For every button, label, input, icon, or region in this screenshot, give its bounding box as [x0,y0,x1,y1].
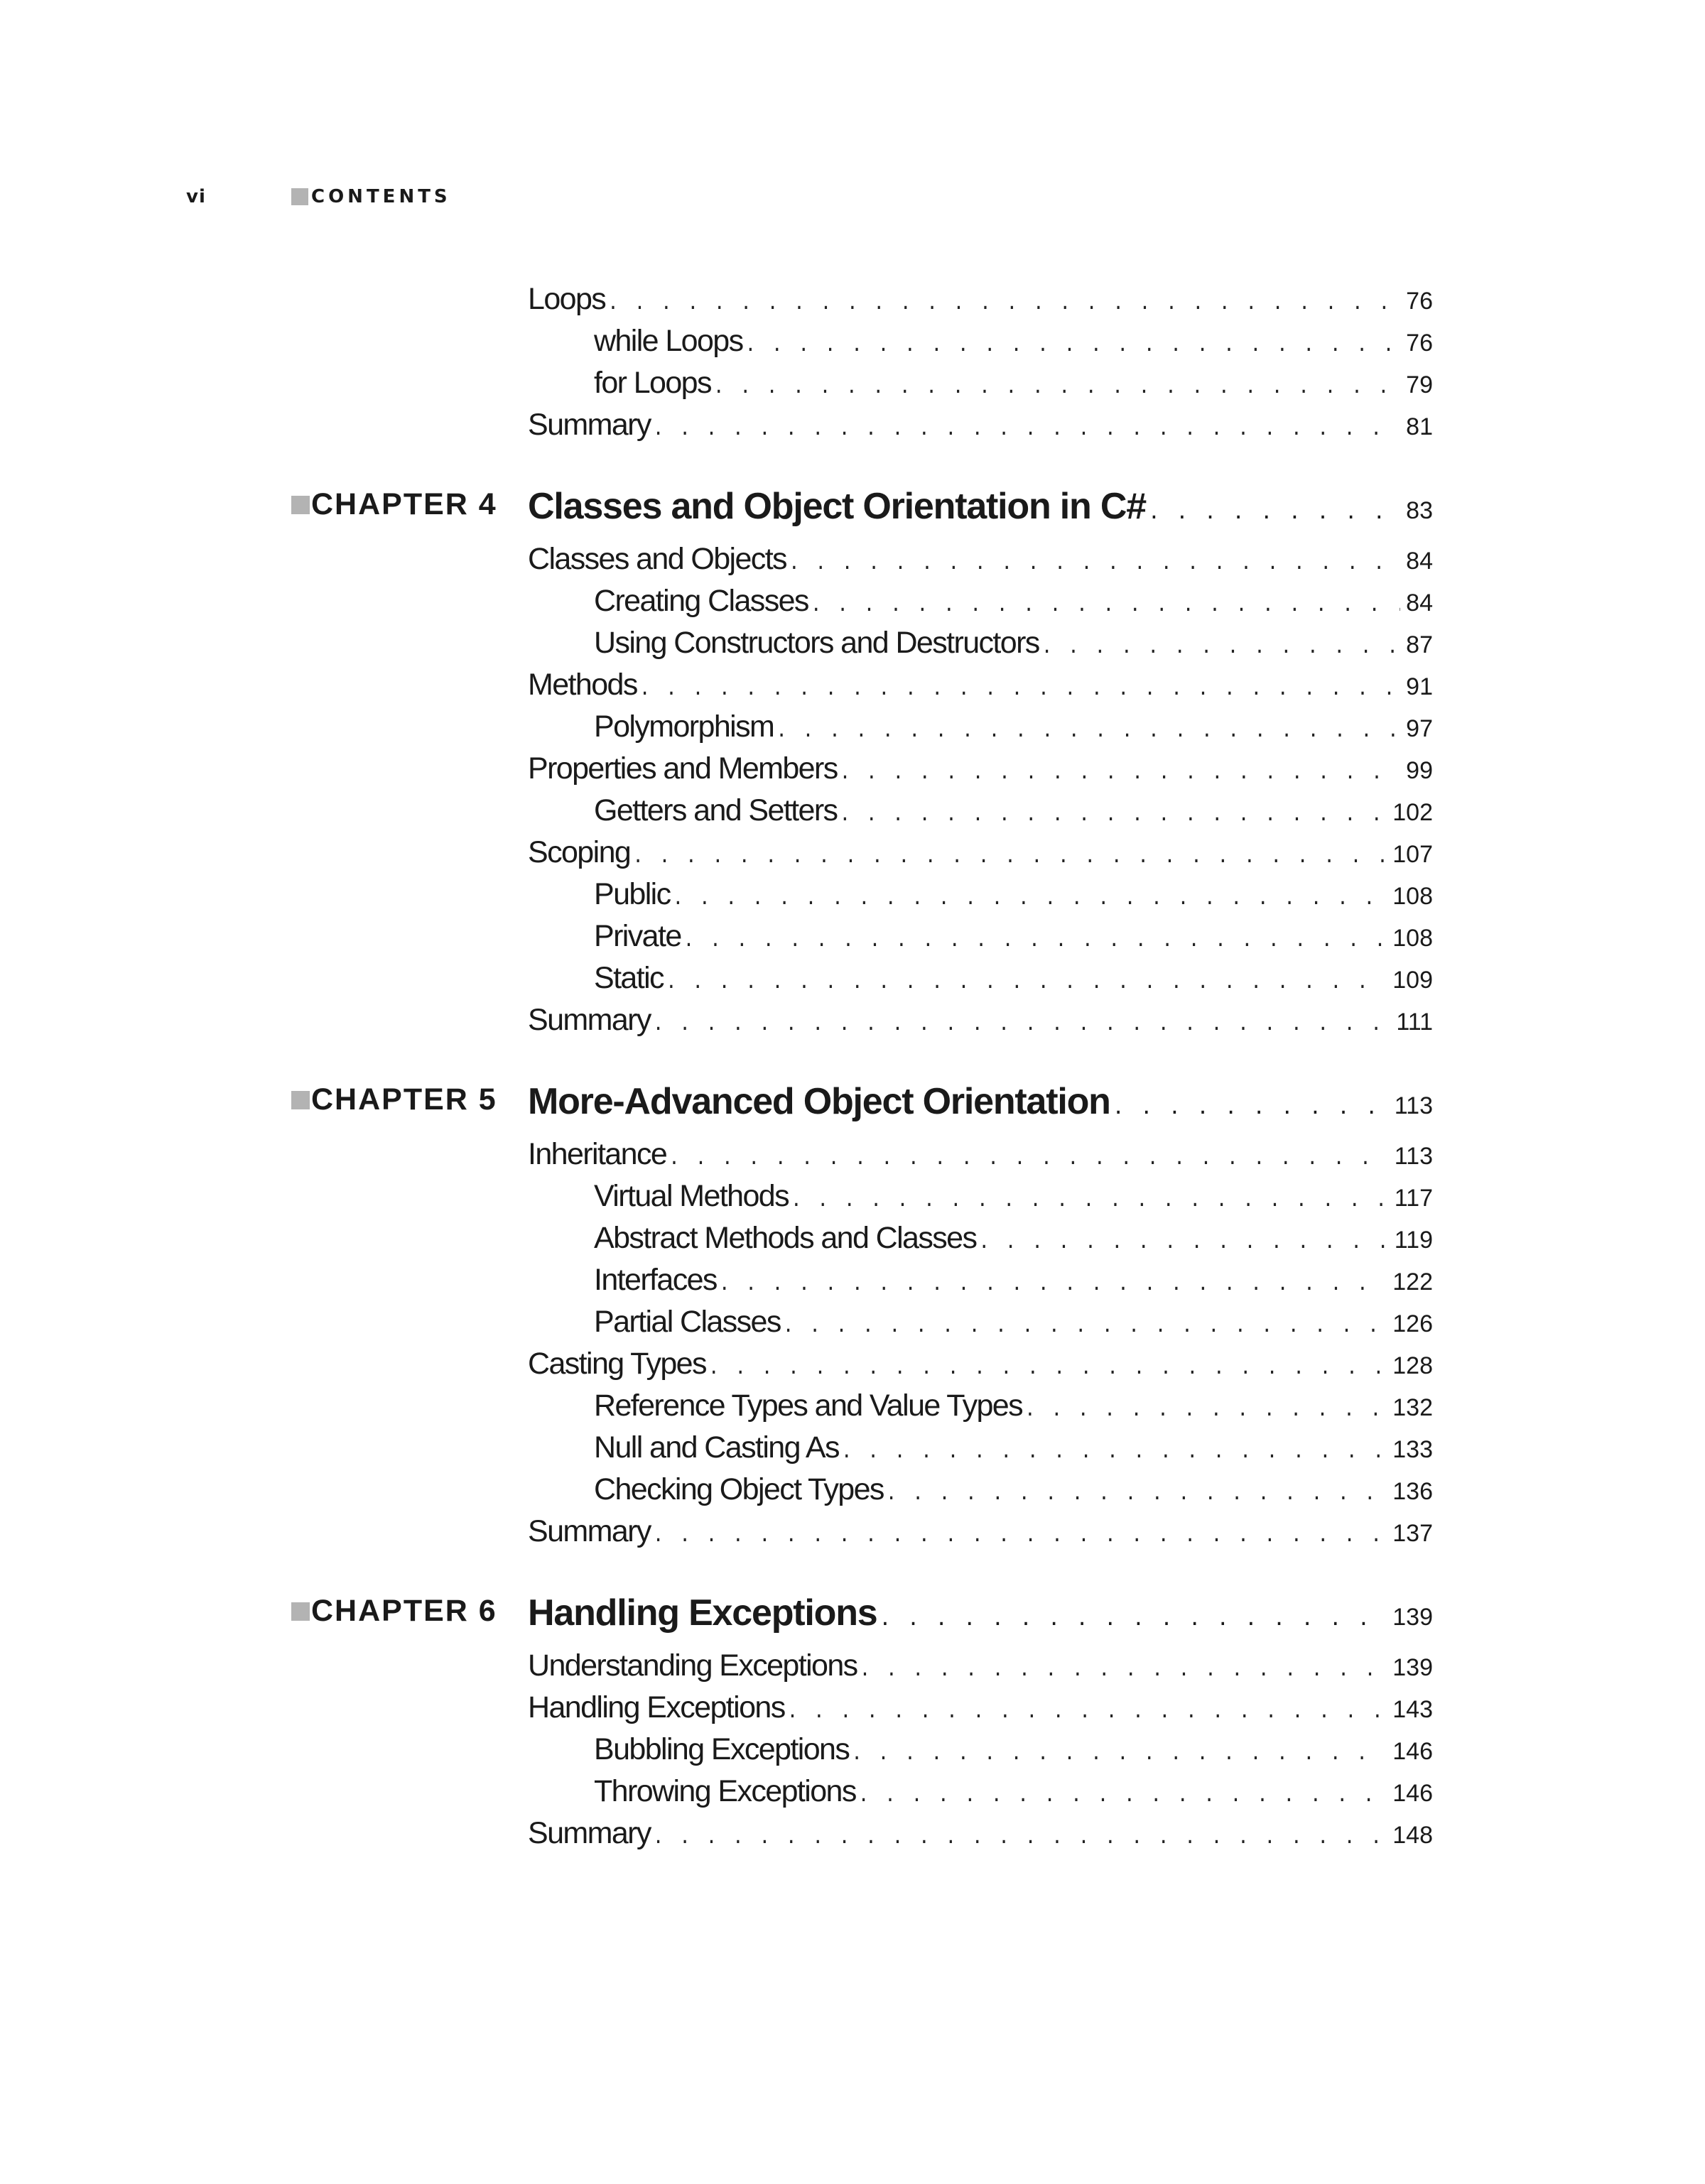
toc-entry-title: Interfaces [594,1263,717,1297]
toc-entry[interactable] [528,278,1433,320]
toc-entry-title: Classes and Objects [528,542,786,576]
chapter-entries [0,1645,1705,1854]
toc-entry[interactable] [594,957,1433,999]
toc-entry-title: Summary [528,408,651,442]
toc-entry-title: Scoping [528,835,631,869]
toc-page-number: 132 [1392,1394,1433,1421]
chapter-number-label [291,1082,497,1117]
toc-entry[interactable] [594,1217,1433,1259]
toc-entry[interactable] [528,1343,1433,1385]
toc-entry[interactable] [594,622,1433,664]
dot-leader [655,406,1400,448]
toc-entry[interactable] [594,580,1433,622]
dot-leader [655,1815,1387,1857]
toc-page-number: 79 [1406,371,1433,398]
chapter-title: Classes and Object Orientation in C# [528,486,1146,527]
toc-page-number: 139 [1392,1654,1433,1681]
toc-entry[interactable] [528,1645,1433,1687]
toc-entry-title: Properties and Members [528,751,838,786]
chapter-entries [0,538,1705,1041]
toc-page-number: 128 [1392,1352,1433,1379]
chapter-heading[interactable] [0,474,1705,538]
toc-entry-title: Methods [528,668,637,702]
toc-entry[interactable] [594,706,1433,748]
dot-leader [853,1731,1387,1773]
toc-page-number: 126 [1392,1310,1433,1337]
toc-page-number: 81 [1406,413,1433,440]
chapter-page-number: 83 [1406,497,1433,524]
toc-entry-title: Inheritance [528,1137,667,1171]
chapter-page-number: 113 [1394,1092,1433,1119]
chapter-title: Handling Exceptions [528,1592,877,1634]
toc-entry[interactable] [528,1511,1433,1553]
toc-page-number: 109 [1392,967,1433,994]
chapter-number-text: CHAPTER 4 [311,487,497,521]
toc-entry[interactable] [594,1771,1433,1813]
toc-entry-title: Loops [528,282,606,316]
toc-page-number: 133 [1392,1436,1433,1463]
dot-leader [686,918,1387,960]
dot-leader [1150,479,1400,543]
page-folio: vi [186,186,206,207]
toc-page-number: 137 [1392,1520,1433,1547]
toc-entry[interactable] [528,999,1433,1041]
toc-entry-title: Checking Object Types [594,1472,884,1506]
toc-entry-title: Private [594,919,681,953]
toc-page-number: 99 [1406,757,1433,784]
toc-chapter-section [0,474,1705,1041]
chapter-number-label [291,1594,497,1629]
toc-entry[interactable] [594,1427,1433,1469]
dot-leader [655,1513,1387,1555]
dot-leader [841,792,1387,834]
square-bullet-icon [291,188,308,205]
dot-leader [785,1303,1387,1345]
toc-entry-title: Using Constructors and Destructors [594,626,1039,660]
toc-page-number: 136 [1392,1478,1433,1505]
toc-entry-title: Bubbling Exceptions [594,1732,850,1766]
toc-entry[interactable] [594,790,1433,832]
toc-page-number: 97 [1406,715,1433,742]
running-title-text: CONTENTS [311,186,451,207]
dot-leader [634,834,1387,876]
chapter-heading[interactable] [0,1581,1705,1645]
dot-leader [791,540,1400,582]
toc-entry[interactable] [594,1175,1433,1217]
toc-page-number: 84 [1406,590,1433,616]
toc-entry[interactable] [594,1301,1433,1343]
dot-leader [778,708,1400,750]
dot-leader [721,1261,1387,1303]
table-of-contents [0,278,1705,1854]
toc-chapter-section [0,1581,1705,1854]
chapter-page-number: 139 [1392,1604,1433,1631]
toc-entry-title: while Loops [594,324,743,358]
toc-entry-title: Static [594,961,664,995]
toc-entry-title: Reference Types and Value Types [594,1389,1023,1423]
chapter-title-row [528,1581,1433,1645]
toc-entry-title: for Loops [594,366,711,400]
running-head [0,186,1705,214]
toc-entry[interactable] [528,748,1433,790]
toc-page-number: 84 [1406,548,1433,575]
toc-entry[interactable] [528,832,1433,874]
toc-entry[interactable] [528,1134,1433,1175]
dot-leader [715,364,1400,406]
toc-entry[interactable] [594,1729,1433,1771]
toc-entry[interactable] [594,1385,1433,1427]
square-bullet-icon [291,1602,310,1621]
dot-leader [793,1178,1389,1219]
dot-leader [789,1689,1387,1731]
dot-leader [860,1773,1387,1815]
toc-entry-title: Summary [528,1514,651,1548]
toc-entry[interactable] [594,1469,1433,1511]
toc-entry-title: Summary [528,1816,651,1850]
toc-page-number: 108 [1392,883,1433,910]
toc-entry-title: Partial Classes [594,1305,781,1339]
toc-entry-title: Handling Exceptions [528,1690,785,1724]
toc-section-continued [0,278,1705,446]
toc-entry[interactable] [528,404,1433,446]
toc-entry[interactable] [528,664,1433,706]
toc-entry-title: Public [594,877,671,911]
toc-entry-title: Polymorphism [594,710,774,744]
square-bullet-icon [291,1091,310,1109]
toc-entry-title: Null and Casting As [594,1430,839,1465]
toc-entry-title: Understanding Exceptions [528,1648,857,1683]
chapter-title-row [528,1070,1433,1134]
dot-leader [642,666,1400,708]
toc-page-number: 119 [1394,1227,1433,1254]
dot-leader [747,322,1401,364]
dot-leader [813,582,1400,624]
dot-leader [888,1471,1387,1513]
toc-page-number: 143 [1392,1696,1433,1723]
chapter-number-text: CHAPTER 5 [311,1082,497,1117]
toc-entry-title: Abstract Methods and Classes [594,1221,977,1255]
toc-entry[interactable] [528,538,1433,580]
dot-leader [882,1585,1387,1649]
toc-page-number: 76 [1406,330,1433,357]
toc-page-number: 146 [1392,1738,1433,1765]
toc-entry[interactable] [594,916,1433,957]
toc-entry[interactable] [594,874,1433,916]
chapter-entries [0,1134,1705,1553]
toc-entry[interactable] [528,1687,1433,1729]
toc-page-number: 107 [1392,841,1433,868]
dot-leader [1027,1387,1387,1429]
toc-page-number: 122 [1392,1268,1433,1295]
toc-entry-title: Virtual Methods [594,1179,789,1213]
chapter-number-text: CHAPTER 6 [311,1594,497,1628]
toc-page-number: 148 [1392,1822,1433,1849]
chapter-heading[interactable] [0,1070,1705,1134]
dot-leader [980,1219,1388,1261]
toc-page-number: 117 [1394,1185,1433,1212]
toc-entry-title: Creating Classes [594,584,808,618]
dot-leader [843,1429,1387,1471]
dot-leader [675,876,1387,918]
dot-leader [668,960,1387,1001]
toc-page-number: 102 [1392,799,1433,826]
toc-entry-title: Summary [528,1003,651,1037]
dot-leader [655,1001,1391,1043]
toc-entry-title: Getters and Setters [594,793,838,827]
dot-leader [842,750,1401,792]
toc-page-number: 113 [1394,1143,1433,1170]
chapter-title-row [528,474,1433,538]
toc-page-number: 91 [1406,673,1433,700]
dot-leader [610,281,1400,322]
dot-leader [1044,624,1400,666]
toc-page-number: 111 [1396,1009,1433,1036]
toc-entry[interactable] [594,362,1433,404]
dot-leader [710,1345,1387,1387]
toc-entry[interactable] [594,320,1433,362]
toc-page-number: 76 [1406,288,1433,315]
dot-leader [862,1647,1387,1689]
toc-entry[interactable] [594,1259,1433,1301]
dot-leader [1115,1074,1389,1138]
running-title [291,186,451,207]
toc-entry-title: Casting Types [528,1347,706,1381]
toc-page-number: 87 [1406,631,1433,658]
toc-entry[interactable] [528,1813,1433,1854]
square-bullet-icon [291,496,310,514]
chapter-title: More-Advanced Object Orientation [528,1081,1110,1122]
toc-page-number: 108 [1392,925,1433,952]
chapter-number-label [291,487,497,522]
dot-leader [671,1136,1389,1178]
toc-entry-title: Throwing Exceptions [594,1774,856,1808]
toc-page-number: 146 [1392,1780,1433,1807]
toc-chapter-section [0,1070,1705,1553]
